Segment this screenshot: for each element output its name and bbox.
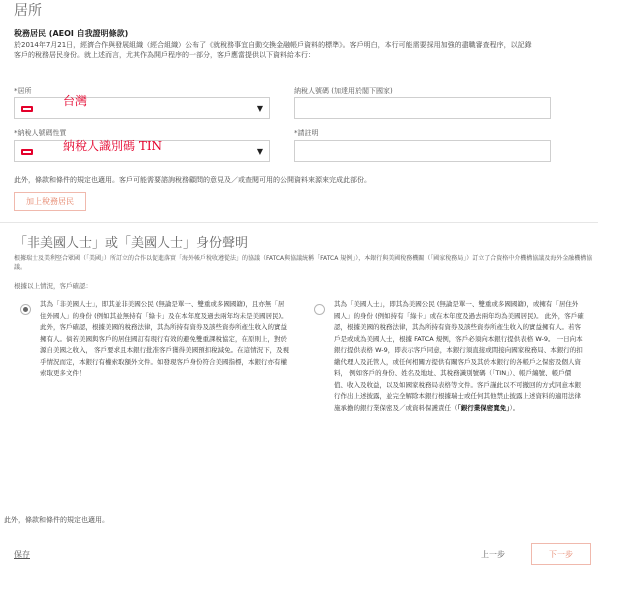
radio-us-person[interactable] <box>314 304 325 315</box>
residence-value: 台灣 <box>63 94 88 108</box>
tax-section-title: 稅務居民 (AEOI 自我證明條款) <box>14 29 129 38</box>
option-non-us-text: 其為「非美國人士」，即其並非美國公民 (無論是單一、雙重或多國國籍)，且亦無「居住外國人」的身份 (例如其並無持有「綠卡」及在本年度及過去兩年均未是美國居民)。 此外，客戶確認，根據美國的稅務法律，其為所持有資券及該些資券所產生收入的實益擁有人。倘若美國與客戶的居住國訂有現行有效的避免雙重課稅協定，在原則上，對於源自美國之收入， 客戶要求且本銀行批准客戶獲得美國預扣稅減免。在這情況下，及視乎情況而定，本銀行有權索取額外文件。如發現客戶身份符合美國指標，本銀行亦有權索取更多文件！ <box>40 300 290 377</box>
red-flag-icon <box>21 149 33 155</box>
next-step-button[interactable]: 下一步 <box>531 543 591 565</box>
red-flag-icon <box>21 106 33 112</box>
radio-non-us-person[interactable] <box>20 304 31 315</box>
tax-note: 此外，條款和條件的規定也適用。客戶可能需要諮詢稅務顧問的意見及／或查閱可用的公開資料來源來完成此部份。 <box>14 176 371 184</box>
prev-step-link[interactable]: 上一步 <box>481 550 505 559</box>
option-us-body: 其為「美國人士」，即其為美國公民 (無論是單一、雙重或多國國籍)，或擁有「居住外國人」的身份 (例如持有「綠卡」或在本年度及過去兩年均為美國居民)。 此外，客戶確認，根據美國的稅務法律，其為所持有資券及該些資券所產生收入的實益擁有人。若客戶是或成為美國人士，根據 FATCA 規例，客戶必須向本銀行提供表格 W-9。 一日向本銀行提供表格 W-9，即表示客戶同意，本銀行須直接或間接向國家稅務局、本銀行的扣繳代理人及託管人，或任何相關方提供有關客戶及其於本銀行的各帳戶之保密及個人資料， 例如客戶的身份、姓名及地址、其稅務識別號碼（「TIN」）、帳戶編號、帳戶價值、收入及收益，以及如國家稅務局表格等文件。客戶謹此以不可撤回的方式同意本銀行作出上述披露，並完全解除本銀行根據瑞士或任何其他禁止披露上述資料的適用法律施承擔的銀行業保密及／或資料保護責任（ <box>334 300 584 412</box>
chevron-down-icon: ▼ <box>256 147 263 156</box>
tax-intro-text: 於2014年7月21日，經濟合作與發展組織（經合組織）公布了《就稅務事宜自動交換金融帳戶資料的標準》。客戶明白，本行可能需要採用加強的盡職審查程序，以記錄客戶的稅務居民身份。就上述而言，尤其作為開戶程序的一部分，客戶應當提供以下資料給本行： <box>14 41 532 59</box>
save-link[interactable]: 保存 <box>14 550 30 559</box>
remark-label: *請註明 <box>294 129 319 137</box>
fatca-intro-text: 根據瑞士及美利堅合眾國（「美國」）所訂立的合作以促進落實「海外帳戶稅收遵從法」的協議（FATCA與協議統稱「FATCA 規例」），本銀行與美國稅務機關（「國家稅務局」）訂立了合資格中介機構協議及海外金融機構協議。 <box>14 255 593 271</box>
chevron-down-icon: ▼ <box>256 104 263 113</box>
remark-input[interactable] <box>294 140 551 162</box>
add-tax-residence-button[interactable]: 加上稅務居民 <box>14 192 86 211</box>
option-us-end: ）。 <box>509 403 520 412</box>
residence-label: *居所 <box>14 87 32 95</box>
page-title: 居所 <box>14 3 42 19</box>
residence-select[interactable] <box>14 94 270 119</box>
option-us-text <box>334 299 584 414</box>
confirm-label: 根據以上情況，客戶確認： <box>14 282 92 290</box>
option-us-bold: 「銀行業保密寬免」 <box>457 403 510 412</box>
tin-type-value: 納稅人識別碼 TIN <box>63 139 163 153</box>
fatca-title: 「非美國人士」或「美國人士」身份聲明 <box>14 236 249 251</box>
fatca-footer-note: 此外，條款和條件的規定也適用。 <box>4 516 109 524</box>
tin-input[interactable] <box>294 97 551 119</box>
tin-type-select[interactable] <box>14 140 270 162</box>
divider <box>0 222 598 223</box>
tin-type-label: *納稅人號碼性質 <box>14 129 67 137</box>
tin-label: 納稅人號碼 (加達用於閣下國家) <box>294 87 393 95</box>
